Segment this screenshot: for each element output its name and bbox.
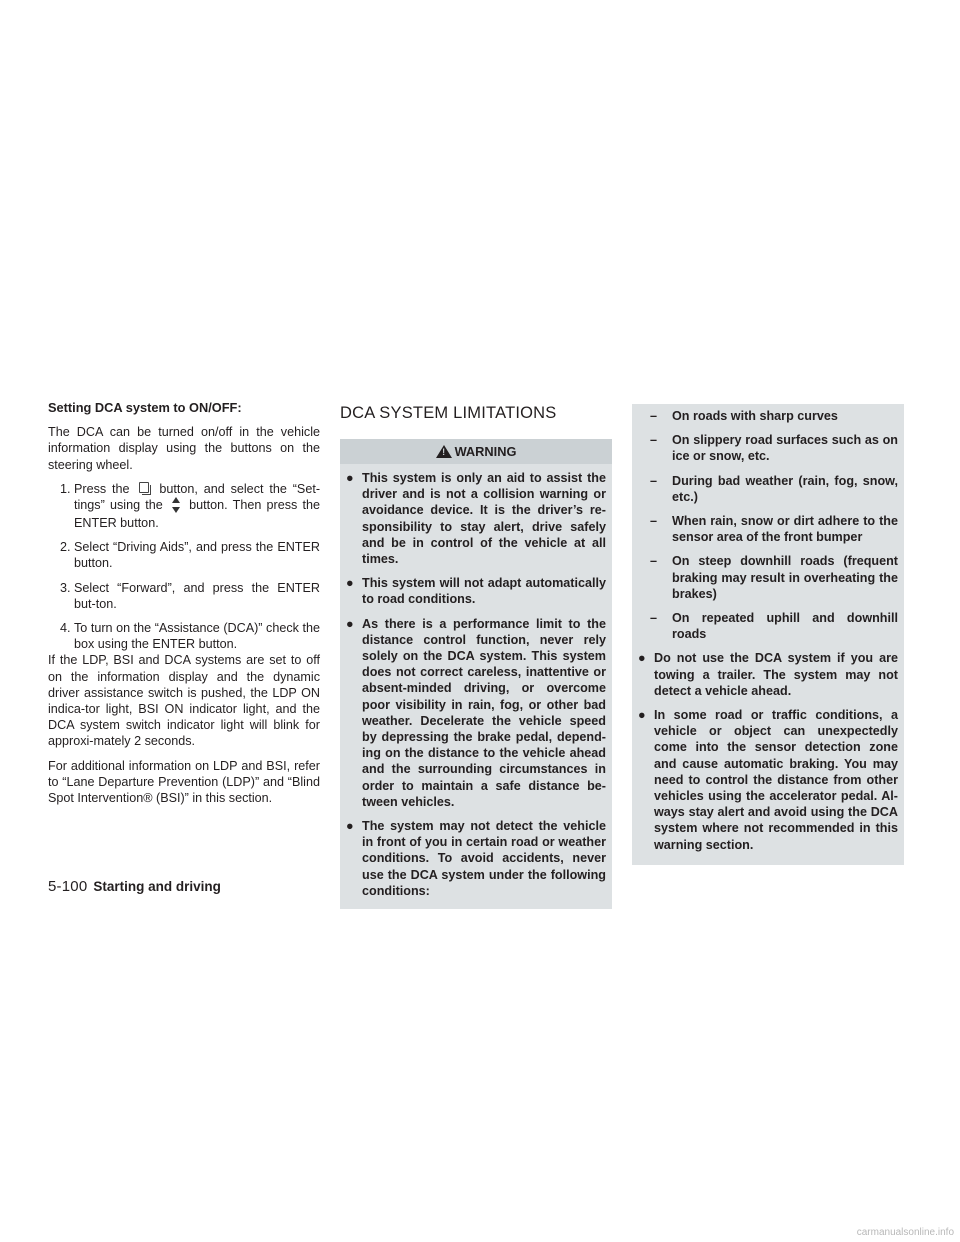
step-item: 2. Select “Driving Aids”, and press the ENTER button.	[60, 540, 320, 571]
condition-item: – On steep downhill roads (frequent braking may result in overheating the brakes)	[650, 554, 898, 601]
page-footer	[48, 878, 221, 895]
middle-column	[340, 400, 612, 909]
section-title: DCA SYSTEM LIMITATIONS	[340, 404, 557, 422]
condition-item: – When rain, snow or dirt adhere to the sensor area of the front bumper	[650, 514, 898, 545]
warning-list	[346, 470, 606, 899]
intro-paragraph: The DCA can be turned on/off in the vehicle information display using the buttons on the steering wheel.	[48, 425, 320, 472]
up-down-arrows-icon	[168, 497, 184, 515]
warning-label: WARNING	[454, 444, 517, 459]
body-paragraph: If the LDP, BSI and DCA systems are set to off on the information display and the dynamic driver assistance switch is pushed, the LDP ON indica-tor light, BSI ON indicator light, and the DCA system switch indicator light will blink for approxi-mately 2 seconds.	[48, 653, 320, 749]
warning-triangle-icon: !	[436, 445, 452, 458]
menu-button-icon	[135, 481, 153, 495]
condition-item: – During bad weather (rain, fog, snow, etc.)	[650, 473, 898, 504]
right-column	[632, 404, 904, 865]
page-number: 5-100	[48, 878, 88, 895]
warning-item: ● This system will not adapt automatically to road conditions.	[346, 576, 606, 607]
step-item: 4. To turn on the “Assistance (DCA)” check the box using the ENTER button.	[60, 621, 320, 652]
left-column	[48, 400, 320, 814]
condition-item: – On roads with sharp curves	[650, 409, 838, 423]
warning-item: ● As there is a performance limit to the distance control function, never rely solely on the DCA system. This system does not correct careless, inattentive or absent-minded driving, or overcome poor visibility in rain, fog, or other bad weather. Decelerate the vehicle speed by depressing the brake pedal, depend-ing on the distance to the vehicle ahead and the surrounding circumstances in order to maintain a safe distance be-tween vehicles.	[346, 616, 606, 809]
step-number: 4.	[60, 621, 71, 636]
warning-item: ● In some road or traffic conditions, a vehicle or object can unexpectedly come into the sensor detection zone and cause automatic braking. You may need to control the distance from other vehicles using the accelerator pedal. Al-ways stay alert and avoid using the DCA system where not recommended in this warning section.	[638, 708, 898, 852]
condition-item: – On slippery road surfaces such as on ice or snow, etc.	[650, 433, 898, 464]
step-number: 2.	[60, 540, 71, 555]
step-item: 3. Select “Forward”, and press the ENTER but-ton.	[60, 580, 320, 611]
section-heading: Setting DCA system to ON/OFF:	[48, 400, 242, 415]
warning-item: ● The system may not detect the vehicle in front of you in certain road or weather conditions. To avoid accidents, never use the DCA system under the following conditions:	[346, 819, 606, 898]
condition-item: – On repeated uphill and downhill roads	[650, 611, 898, 642]
warning-box-continued	[632, 404, 904, 865]
warning-box	[340, 439, 612, 909]
watermark: carmanualsonline.info	[856, 1227, 954, 1238]
warning-item: ● Do not use the DCA system if you are towing a trailer. The system may not detect a vehicle ahead.	[638, 651, 898, 698]
warning-item: ● This system is only an aid to assist the driver and is not a collision warning or avoidance device. It is the driver’s re-sponsibility to stay alert, drive safely and be in control of the vehicle at all times.	[346, 471, 606, 567]
steps-list	[48, 481, 320, 653]
step-item: 1. Press the button, and select the “Set-tings” using the button. Then press the ENTER button.	[60, 481, 321, 531]
footer-section-name: Starting and driving	[93, 879, 221, 894]
warning-header	[340, 439, 612, 464]
warning-list	[638, 408, 898, 853]
body-paragraph: For additional information on LDP and BSI, refer to “Lane Departure Prevention (LDP)” and “Blind Spot Intervention® (BSI)” in this section.	[48, 758, 320, 806]
step-number: 3.	[60, 580, 71, 595]
step-number: 1.	[60, 481, 71, 496]
